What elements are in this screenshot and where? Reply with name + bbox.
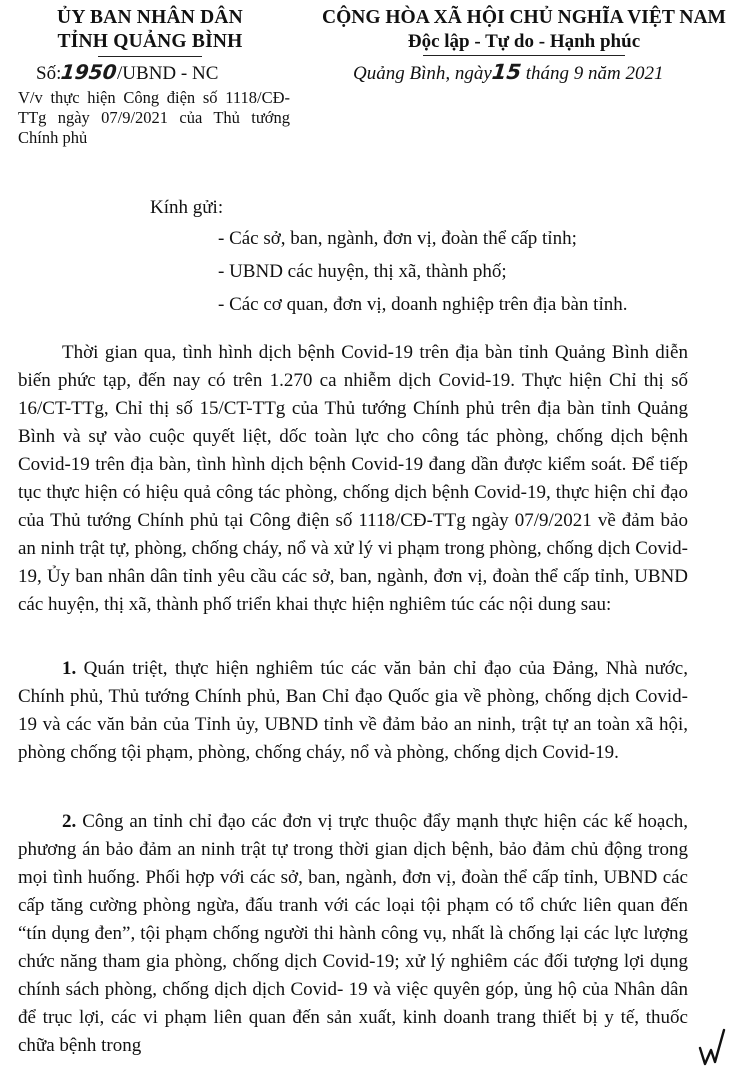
- item-1-number: 1.: [62, 658, 77, 679]
- date-prefix: Quảng Bình, ngày: [353, 63, 492, 84]
- doc-number-handwritten: 1950: [60, 60, 119, 84]
- recipient-list: [218, 222, 628, 321]
- issuing-agency-block: [10, 6, 290, 57]
- item-2-number: 2.: [62, 811, 77, 832]
- motto-underline: [423, 55, 625, 56]
- national-title: CỘNG HÒA XÃ HỘI CHỦ NGHĨA VIỆT NAM: [322, 7, 726, 28]
- salutation: Kính gửi:: [150, 197, 224, 218]
- handwritten-initial-icon: [697, 1026, 727, 1075]
- document-subject: V/v thực hiện Công điện số 1118/CĐ-TTg ngày 07/9/2021 của Thủ tướng Chính phủ: [18, 88, 290, 147]
- item-2-text: Công an tỉnh chỉ đạo các đơn vị trực thuộc đẩy mạnh thực hiện các kế hoạch, phương án bảo đảm an ninh trật tự trong thời gian dịch bệnh, bảo đảm chủ động trong mọi tình huống. Phối hợp với các sở, ban, ngành, đơn vị, đoàn thể cấp tỉnh, UBND các cấp tăng cường phòng ngừa, đấu tranh với các loại tội phạm có tổ chức liên quan đến “tín dụng đen”, tội phạm chống người thi hành công vụ, nhất là chống lại các lực lượng chức năng tham gia phòng, chống dịch Covid-19; xử lý nghiêm các đối tượng lợi dụng chính sách phòng, chống dịch dịch Covid- 19 và việc quyên góp, ủng hộ của Nhân dân để trục lợi, các vi phạm liên quan đến sản xuất, kinh doanh trang thiết bị y tế, thuốc chữa bệnh trong: [18, 811, 689, 1056]
- recipient-item: - Các sở, ban, ngành, đơn vị, đoàn thể cấp tỉnh;: [218, 228, 577, 249]
- intro-text: Thời gian qua, tình hình dịch bệnh Covid-19 trên địa bàn tỉnh Quảng Bình diễn biến phức tạp, đến nay có trên 1.270 ca nhiễm dịch Covid-19. Thực hiện Chỉ thị số 16/CT-TTg, Chỉ thị số 15/CT-TTg của Thủ tướng Chính phủ trên địa bàn tỉnh Quảng Bình và sự vào cuộc quyết liệt, dốc toàn lực cho công tác phòng, chống dịch bệnh Covid-19 trên địa bàn, tình hình dịch bệnh Covid-19 đang dần được kiểm soát. Để tiếp tục thực hiện có hiệu quả công tác phòng, chống dịch bệnh Covid-19, thực hiện chỉ đạo của Thủ tướng Chính phủ tại Công điện số 1118/CĐ-TTg ngày 07/9/2021 về đảm bảo an ninh trật tự, phòng, chống cháy, nổ và xử lý vi phạm trong phòng, chống dịch Covid-19, Ủy ban nhân dân tỉnh yêu cầu các sở, ban, ngành, đơn vị, đoàn thể cấp tỉnh, UBND các huyện, thị xã, thành phố triển khai thực hiện nghiêm túc các nội dung sau:: [18, 342, 688, 615]
- agency-name-line2: TỈNH QUẢNG BÌNH: [57, 31, 243, 52]
- item-1-text: Quán triệt, thực hiện nghiêm túc các văn bản chỉ đạo của Đảng, Nhà nước, Chính phủ, Thủ tướng Chính phủ, Ban Chỉ đạo Quốc gia về phòng, chống dịch Covid-19 và các văn bản của Tỉnh ủy, UBND tỉnh về đảm bảo an ninh, trật tự an toàn xã hội, phòng chống tội phạm, phòng, chống cháy, nổ và phòng, chống dịch Covid-19.: [18, 658, 688, 763]
- recipient-item: - UBND các huyện, thị xã, thành phố;: [218, 261, 507, 282]
- agency-name-line1: ỦY BAN NHÂN DÂN: [57, 7, 243, 28]
- place-date-line: [353, 60, 664, 86]
- date-day-handwritten: 15: [490, 60, 523, 84]
- item-1-paragraph: [18, 655, 688, 767]
- document-number: [36, 60, 218, 86]
- recipient-item: - Các cơ quan, đơn vị, doanh nghiệp trên địa bàn tỉnh.: [218, 294, 628, 315]
- national-motto: Độc lập - Tự do - Hạnh phúc: [407, 31, 641, 52]
- agency-underline: [98, 56, 202, 57]
- national-header-block: [316, 6, 732, 56]
- doc-number-suffix: /UBND - NC: [117, 63, 219, 84]
- item-2-paragraph: [18, 808, 688, 1060]
- doc-number-prefix: Số:: [36, 63, 62, 84]
- date-suffix: tháng 9 năm 2021: [525, 63, 664, 84]
- intro-paragraph: [18, 339, 688, 619]
